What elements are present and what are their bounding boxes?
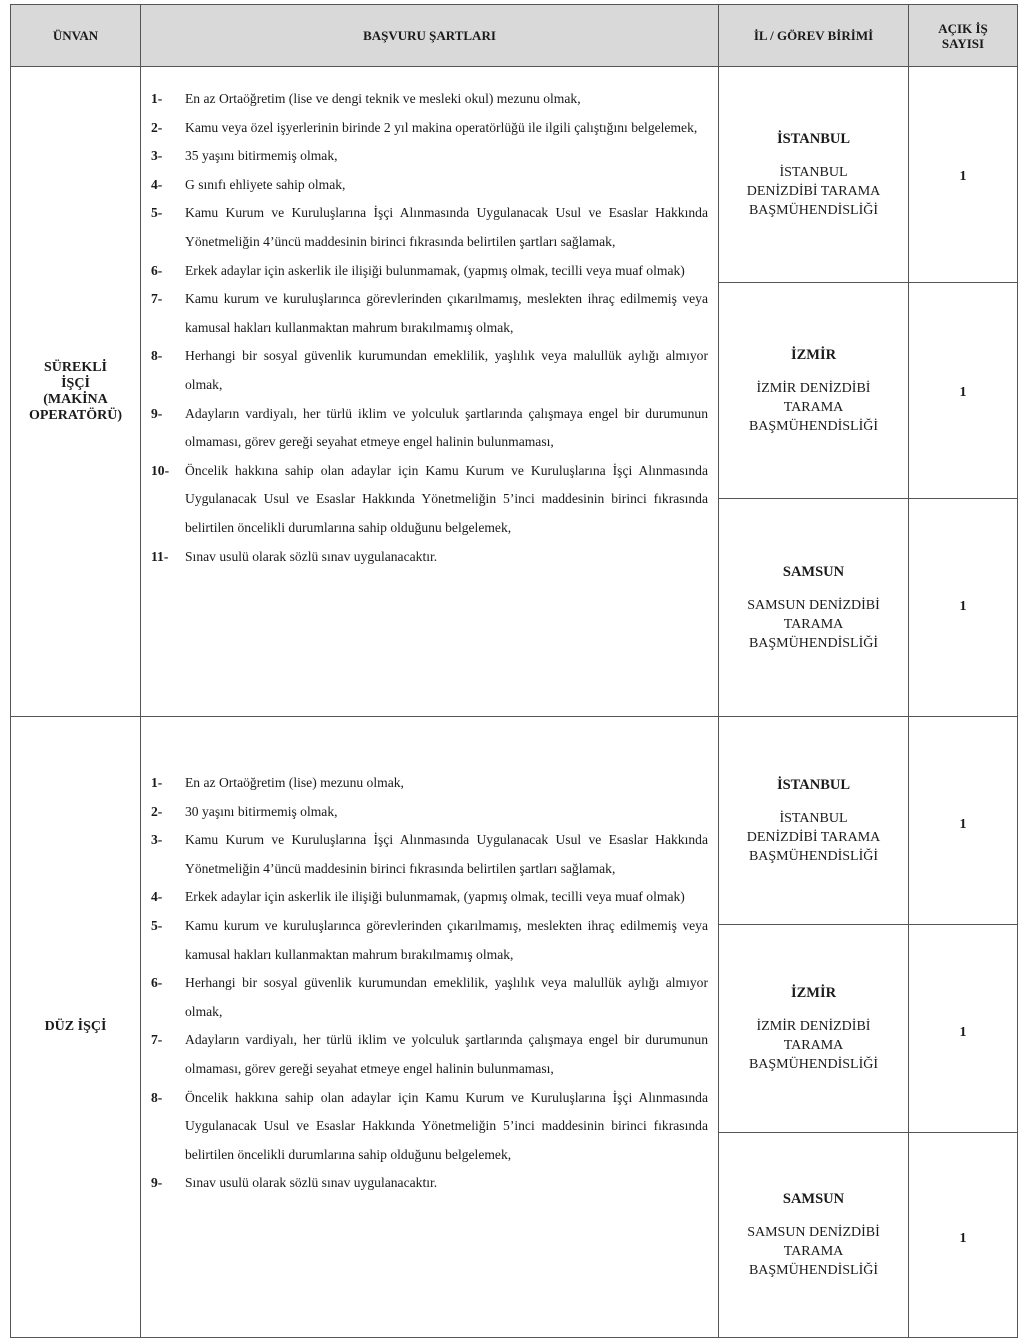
requirement-number: 5-: [151, 205, 163, 221]
unit-city: İZMİR: [790, 346, 837, 363]
header-title: ÜNVAN: [10, 4, 141, 67]
unit-name-line: BAŞMÜHENDİSLİĞİ: [748, 1056, 879, 1072]
section-1-unit-istanbul: [718, 66, 909, 283]
requirement-text: Öncelik hakkına sahip olan adaylar için Kamu Kurum ve Kuruluşlarına İşçi Alınmasında Uygulanacak Usul ve Esaslar Hakkında Yönetmeliğin 5’inci maddesinin birinci fıkrasında belirtilen öncelikli durumlarına sahip olduğunu belgelemek,: [185, 1089, 708, 1162]
section-1-title-line: (MAKİNA: [43, 391, 108, 407]
requirement-item: [141, 171, 718, 200]
requirement-item: [141, 883, 718, 912]
requirement-number: 10-: [151, 462, 170, 478]
requirement-item: [141, 199, 718, 256]
unit-name-line: BAŞMÜHENDİSLİĞİ: [748, 848, 879, 864]
requirement-item: [141, 85, 718, 114]
unit-city: SAMSUN: [782, 1191, 845, 1207]
header-requirements: BAŞVURU ŞARTLARI: [140, 4, 719, 67]
requirement-item: [141, 142, 718, 171]
requirement-item: [141, 826, 718, 883]
section-1-title-cell: [10, 66, 141, 717]
requirement-number: 3-: [151, 832, 163, 848]
unit-name-line: TARAMA: [783, 616, 844, 632]
section-1-requirements-cell: [140, 66, 719, 717]
requirement-item: [141, 912, 718, 969]
requirement-text: Erkek adaylar için askerlik ile ilişiği bulunmamak, (yapmış olmak, tecilli veya muaf olmak): [185, 262, 685, 278]
unit-name-line: BAŞMÜHENDİSLİĞİ: [748, 1263, 879, 1278]
requirement-text: Erkek adaylar için askerlik ile ilişiği bulunmamak, (yapmış olmak, tecilli veya muaf olmak): [185, 889, 685, 905]
requirement-number: 2-: [151, 803, 163, 819]
requirement-number: 1-: [151, 91, 163, 106]
requirement-text: En az Ortaöğretim (lise) mezunu olmak,: [185, 775, 404, 790]
section-2-unit-izmir: [718, 924, 909, 1133]
section-1-unit-izmir: [718, 282, 909, 499]
header-count-line1: AÇIK İŞ: [938, 20, 988, 36]
unit-name-line: İSTANBUL: [779, 164, 848, 180]
vacancy-table: [10, 4, 1018, 1338]
requirement-text: Kamu kurum ve kuruluşlarınca görevlerinden çıkarılmamış, meslekten ihraç edilmemiş veya kamusal hakları kullanmaktan mahrum bırakılmamış olmak,: [185, 917, 708, 962]
requirement-text: Herhangi bir sosyal güvenlik kurumundan emeklilik, yaşlılık veya malullük aylığı almıyor olmak,: [185, 348, 708, 392]
unit-name-line: BAŞMÜHENDİSLİĞİ: [748, 635, 879, 651]
section-2-count-samsun: 1: [908, 1132, 1018, 1338]
requirement-number: 7-: [151, 291, 163, 307]
requirement-number: 4-: [151, 889, 163, 905]
section-1-title-line: OPERATÖRÜ): [28, 407, 123, 423]
requirement-number: 5-: [151, 917, 163, 933]
unit-name-line: DENİZDİBİ TARAMA: [746, 183, 881, 199]
requirement-number: 8-: [151, 348, 163, 364]
requirement-item: [141, 1026, 718, 1083]
unit-name-line: DENİZDİBİ TARAMA: [746, 829, 881, 845]
unit-city: İSTANBUL: [776, 130, 851, 147]
unit-name-line: TARAMA: [783, 1244, 844, 1259]
requirement-item: [141, 114, 718, 143]
section-2-title-cell: [10, 716, 141, 1338]
requirement-number: 8-: [151, 1089, 163, 1105]
section-1-unit-samsun: [718, 498, 909, 717]
requirement-text: Kamu Kurum ve Kuruluşlarına İşçi Alınmasında Uygulanacak Usul ve Esaslar Hakkında Yönetmeliğin 4’üncü maddesinin birinci fıkrasında belirtilen şartları sağlamak,: [185, 832, 708, 876]
unit-name-line: BAŞMÜHENDİSLİĞİ: [748, 202, 879, 218]
requirement-number: 2-: [151, 119, 163, 135]
header-count-line2: SAYISI: [941, 35, 985, 51]
section-1-title-line: İŞÇİ: [61, 375, 90, 391]
requirement-text: G sınıfı ehliyete sahip olmak,: [185, 176, 346, 192]
requirement-item: [141, 342, 718, 399]
unit-name-line: SAMSUN DENİZDİBİ: [747, 1225, 880, 1240]
requirement-number: 4-: [151, 176, 163, 192]
requirement-text: En az Ortaöğretim (lise ve dengi teknik ve mesleki okul) mezunu olmak,: [185, 91, 581, 106]
section-2-count-istanbul: 1: [908, 716, 1018, 925]
requirements-list: [141, 85, 718, 571]
requirement-item: [141, 1169, 718, 1198]
requirement-item: [141, 1084, 718, 1170]
requirement-number: 7-: [151, 1032, 163, 1048]
requirement-item: [141, 257, 718, 286]
requirement-text: Sınav usulü olarak sözlü sınav uygulanacaktır.: [185, 1175, 438, 1191]
section-2-count-izmir: 1: [908, 924, 1018, 1133]
requirement-text: Adayların vardiyalı, her türlü iklim ve yolculuk şartlarında çalışmaya engel bir durumunun olmaması, görev gereği seyahat etmeye engel halinin bulunmaması,: [185, 1032, 708, 1076]
requirement-text: Herhangi bir sosyal güvenlik kurumundan emeklilik, yaşlılık veya malullük aylığı almıyor olmak,: [185, 975, 708, 1019]
unit-name-line: TARAMA: [783, 399, 844, 415]
requirement-item: [141, 769, 718, 798]
requirement-text: Kamu Kurum ve Kuruluşlarına İşçi Alınmasında Uygulanacak Usul ve Esaslar Hakkında Yönetmeliğin 4’üncü maddesinin birinci fıkrasında belirtilen şartları sağlamak,: [185, 205, 708, 249]
section-2-title-line: DÜZ İŞÇİ: [44, 1019, 107, 1034]
requirements-list: [141, 769, 718, 1198]
requirement-text: Kamu veya özel işyerlerinin birinde 2 yıl makina operatörlüğü ile ilgili çalıştığını belgelemek,: [185, 119, 698, 135]
section-2-unit-samsun: [718, 1132, 909, 1338]
unit-name-line: SAMSUN DENİZDİBİ: [747, 597, 880, 613]
requirement-text: Kamu kurum ve kuruluşlarınca görevlerinden çıkarılmamış, meslekten ihraç edilmemiş veya kamusal hakları kullanmaktan mahrum bırakılmamış olmak,: [185, 291, 708, 335]
unit-city: SAMSUN: [782, 563, 845, 580]
requirement-number: 3-: [151, 148, 163, 164]
requirement-item: [141, 543, 718, 572]
header-unit: İL / GÖREV BİRİMİ: [718, 4, 909, 67]
section-2-requirements-cell: [140, 716, 719, 1338]
requirement-text: 35 yaşını bitirmemiş olmak,: [185, 148, 338, 164]
section-2-unit-istanbul: [718, 716, 909, 925]
requirement-item: [141, 400, 718, 457]
requirement-text: Sınav usulü olarak sözlü sınav uygulanacaktır.: [185, 548, 438, 564]
unit-name-line: İZMİR DENİZDİBİ: [756, 380, 871, 396]
requirement-number: 11-: [151, 548, 169, 564]
requirement-number: 6-: [151, 975, 163, 991]
requirement-text: Adayların vardiyalı, her türlü iklim ve yolculuk şartlarında çalışmaya engel bir durumunun olmaması, görev gereği seyahat etmeye engel halinin bulunmaması,: [185, 405, 708, 450]
requirement-item: [141, 969, 718, 1026]
requirement-number: 9-: [151, 1175, 163, 1191]
requirement-number: 1-: [151, 775, 163, 790]
section-1-count-izmir: 1: [908, 282, 1018, 499]
requirement-number: 6-: [151, 262, 163, 278]
unit-name-line: BAŞMÜHENDİSLİĞİ: [748, 418, 879, 434]
requirement-item: [141, 285, 718, 342]
requirement-text: Öncelik hakkına sahip olan adaylar için Kamu Kurum ve Kuruluşlarına İşçi Alınmasında Uygulanacak Usul ve Esaslar Hakkında Yönetmeliğin 5’inci maddesinin birinci fıkrasında belirtilen öncelikli durumlarına sahip olduğunu belgelemek,: [185, 462, 708, 535]
requirement-text: 30 yaşını bitirmemiş olmak,: [185, 803, 338, 819]
requirement-item: [141, 798, 718, 827]
requirement-item: [141, 457, 718, 543]
unit-city: İSTANBUL: [776, 776, 851, 793]
section-1-count-istanbul: 1: [908, 66, 1018, 283]
section-1-count-samsun: 1: [908, 498, 1018, 717]
requirement-number: 9-: [151, 405, 163, 421]
unit-name-line: İZMİR DENİZDİBİ: [756, 1018, 871, 1034]
unit-city: İZMİR: [790, 984, 837, 1001]
unit-name-line: İSTANBUL: [779, 810, 848, 826]
header-count: [908, 4, 1018, 67]
unit-name-line: TARAMA: [783, 1037, 844, 1053]
section-1-title-line: SÜREKLİ: [43, 359, 107, 375]
